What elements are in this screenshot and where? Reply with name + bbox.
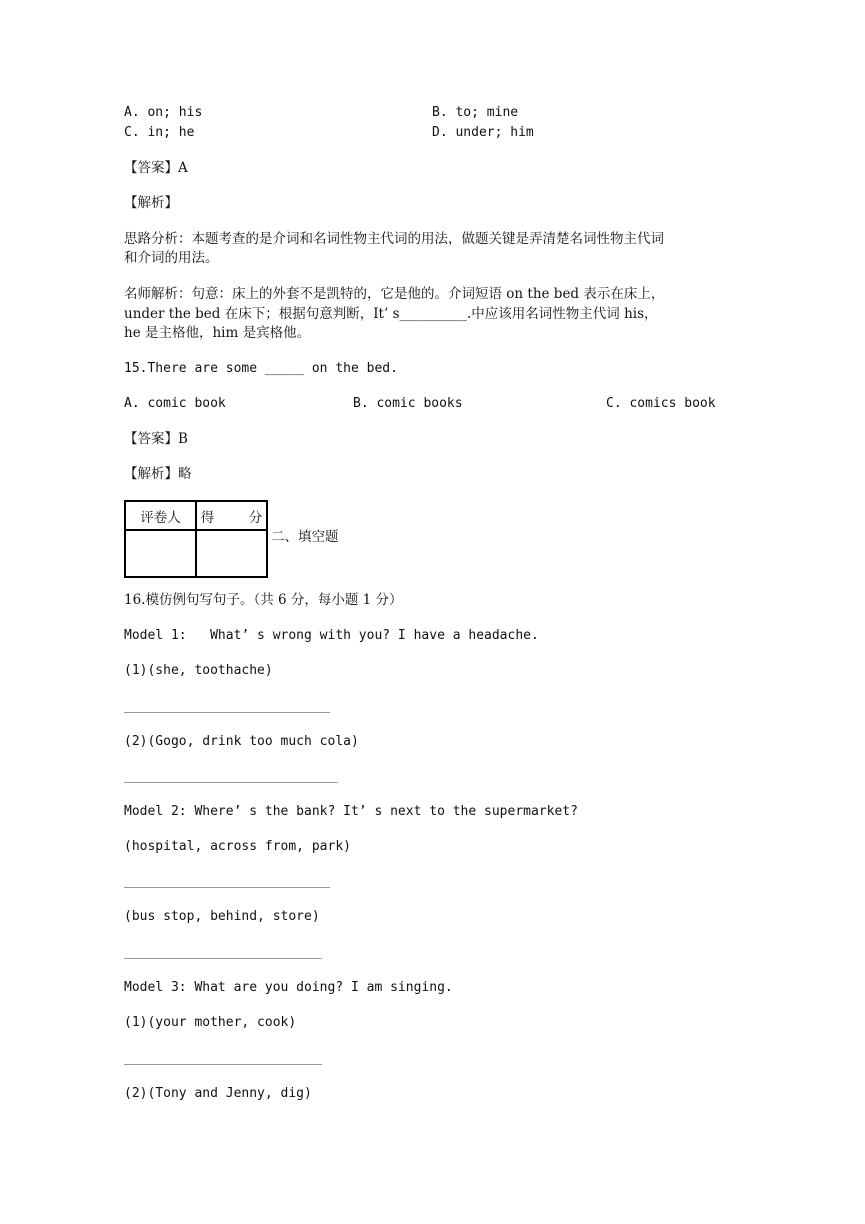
score-header-char-2: 分 <box>248 509 263 526</box>
q14-analysis-line-5: he 是主格他，him 是宾格他。 <box>124 325 311 341</box>
score-box <box>124 500 268 578</box>
q14-option-a: A. on; his <box>124 105 203 120</box>
q14-analysis-line-1: 思路分析：本题考查的是介词和名词性物主代词的用法，做题关键是弄清楚名词性物主代词 <box>124 231 664 247</box>
grader-cell[interactable] <box>125 530 196 577</box>
q14-option-c: C. in; he <box>124 125 195 140</box>
q14-answer: 【答案】A <box>124 160 188 176</box>
answer-line[interactable] <box>124 782 338 783</box>
q14-analysis-label: 【解析】 <box>124 195 178 211</box>
q14-option-d: D. under; him <box>432 125 534 140</box>
score-header <box>196 501 267 530</box>
q15-analysis: 【解析】略 <box>124 466 192 482</box>
q16-model-3-item-1: (1)(your mother, cook) <box>124 1015 297 1030</box>
q16-model-2: Model 2: Where’ s the bank? It’ s next to the supermarket? <box>124 804 578 819</box>
q14-analysis-line-3: 名师解析：句意：床上的外套不是凯特的，它是他的。介词短语 on the bed 表示在床上， <box>124 286 665 302</box>
q15-option-c: C. comics book <box>606 396 716 411</box>
q14-analysis-line-2: 和介词的用法。 <box>124 250 219 266</box>
grader-header: 评卷人 <box>125 501 196 530</box>
q16-model-1-item-1: (1)(she, toothache) <box>124 663 273 678</box>
q16-model-3-item-2: (2)(Tony and Jenny, dig) <box>124 1086 312 1101</box>
answer-line[interactable] <box>124 958 322 959</box>
answer-line[interactable] <box>124 712 330 713</box>
q14-option-b: B. to; mine <box>432 105 519 120</box>
section-title: 二、填空题 <box>271 529 339 545</box>
answer-line[interactable] <box>124 1064 322 1065</box>
answer-line[interactable] <box>124 887 330 888</box>
q16-model-1: Model 1: What’ s wrong with you? I have a headache. <box>124 628 539 643</box>
score-header-char-1: 得 <box>200 509 215 526</box>
q14-analysis-line-4: under the bed 在床下；根据句意判断，It’ s__________.中应该用名词性物主代词 his， <box>124 306 658 322</box>
q16-model-2-item-2: (bus stop, behind, store) <box>124 909 320 924</box>
q15-answer: 【答案】B <box>124 431 188 447</box>
q16-stem: 16.模仿例句写句子。（共 6 分，每小题 1 分） <box>124 592 403 608</box>
q16-model-3: Model 3: What are you doing? I am singing. <box>124 980 453 995</box>
q16-model-2-item-1: (hospital, across from, park) <box>124 839 351 854</box>
q15-option-b: B. comic books <box>353 396 463 411</box>
q15-option-a: A. comic book <box>124 396 226 411</box>
q16-model-1-item-2: (2)(Gogo, drink too much cola) <box>124 734 359 749</box>
q15-stem: 15.There are some _____ on the bed. <box>124 361 398 376</box>
score-cell[interactable] <box>196 530 267 577</box>
